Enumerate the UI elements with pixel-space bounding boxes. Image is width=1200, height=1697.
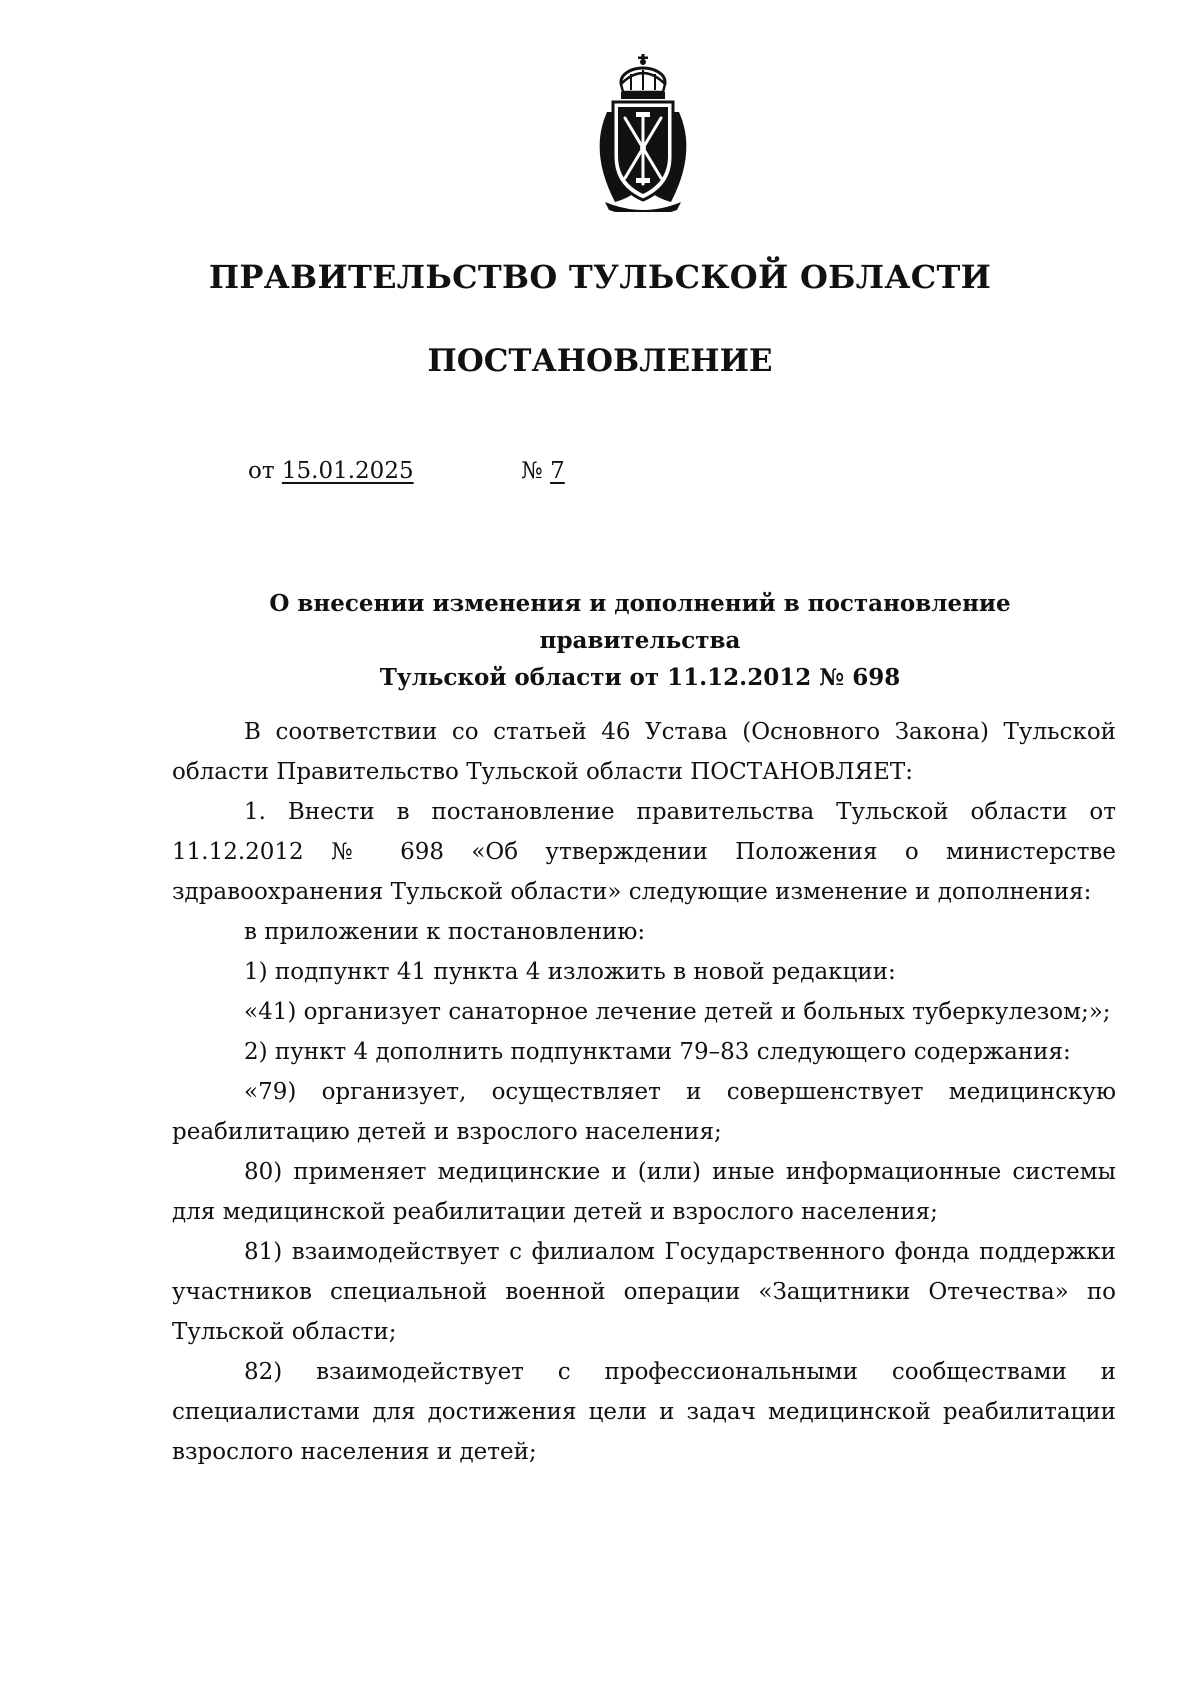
tula-coat-of-arms-icon <box>585 52 701 212</box>
date-prefix: от <box>248 458 275 484</box>
document-subject <box>180 585 1100 696</box>
body-paragraph: 80) применяет медицинские и (или) иные информационные системы для медицинской реабилитации детей и взрослого населения; <box>172 1159 1116 1225</box>
body-paragraph: 82) взаимодействует с профессиональными сообществами и специалистами для достижения цели и задач медицинской реабилитации взрослого населения и детей; <box>172 1359 1116 1465</box>
body-paragraph: 2) пункт 4 дополнить подпунктами 79–83 следующего содержания: <box>244 1039 1071 1065</box>
subject-line-1: О внесении изменения и дополнений в постановление правительства <box>269 590 1011 654</box>
document-body <box>172 712 1116 1472</box>
subject-line-2: Тульской области от 11.12.2012 № 698 <box>379 664 901 691</box>
document-type: ПОСТАНОВЛЕНИЕ <box>427 343 773 379</box>
body-paragraph: 81) взаимодействует с филиалом Государственного фонда поддержки участников специальной военной операции «Защитники Отечества» по Тульской области; <box>172 1239 1116 1345</box>
body-paragraph: 1) подпункт 41 пункта 4 изложить в новой редакции: <box>244 959 896 985</box>
body-paragraph: В соответствии со статьей 46 Устава (Основного Закона) Тульской области Правительство Тульской области ПОСТАНОВЛЯЕТ: <box>172 719 1116 785</box>
document-date <box>248 458 414 484</box>
number-prefix: № <box>521 458 543 484</box>
body-paragraph: «79) организует, осуществляет и совершенствует медицинскую реабилитацию детей и взрослого населения; <box>172 1079 1116 1145</box>
document-number <box>521 458 565 484</box>
date-value: 15.01.2025 <box>281 458 414 484</box>
body-paragraph: в приложении к постановлению: <box>244 919 646 945</box>
body-paragraph: 1. Внести в постановление правительства Тульской области от 11.12.2012 № 698 «Об утверждении Положения о министерстве здравоохранения Тульской области» следующие изменение и дополнения: <box>172 799 1116 905</box>
organization-title: ПРАВИТЕЛЬСТВО ТУЛЬСКОЙ ОБЛАСТИ <box>208 258 992 296</box>
body-paragraph: «41) организует санаторное лечение детей и больных туберкулезом;»; <box>244 999 1111 1025</box>
number-value: 7 <box>550 458 565 484</box>
